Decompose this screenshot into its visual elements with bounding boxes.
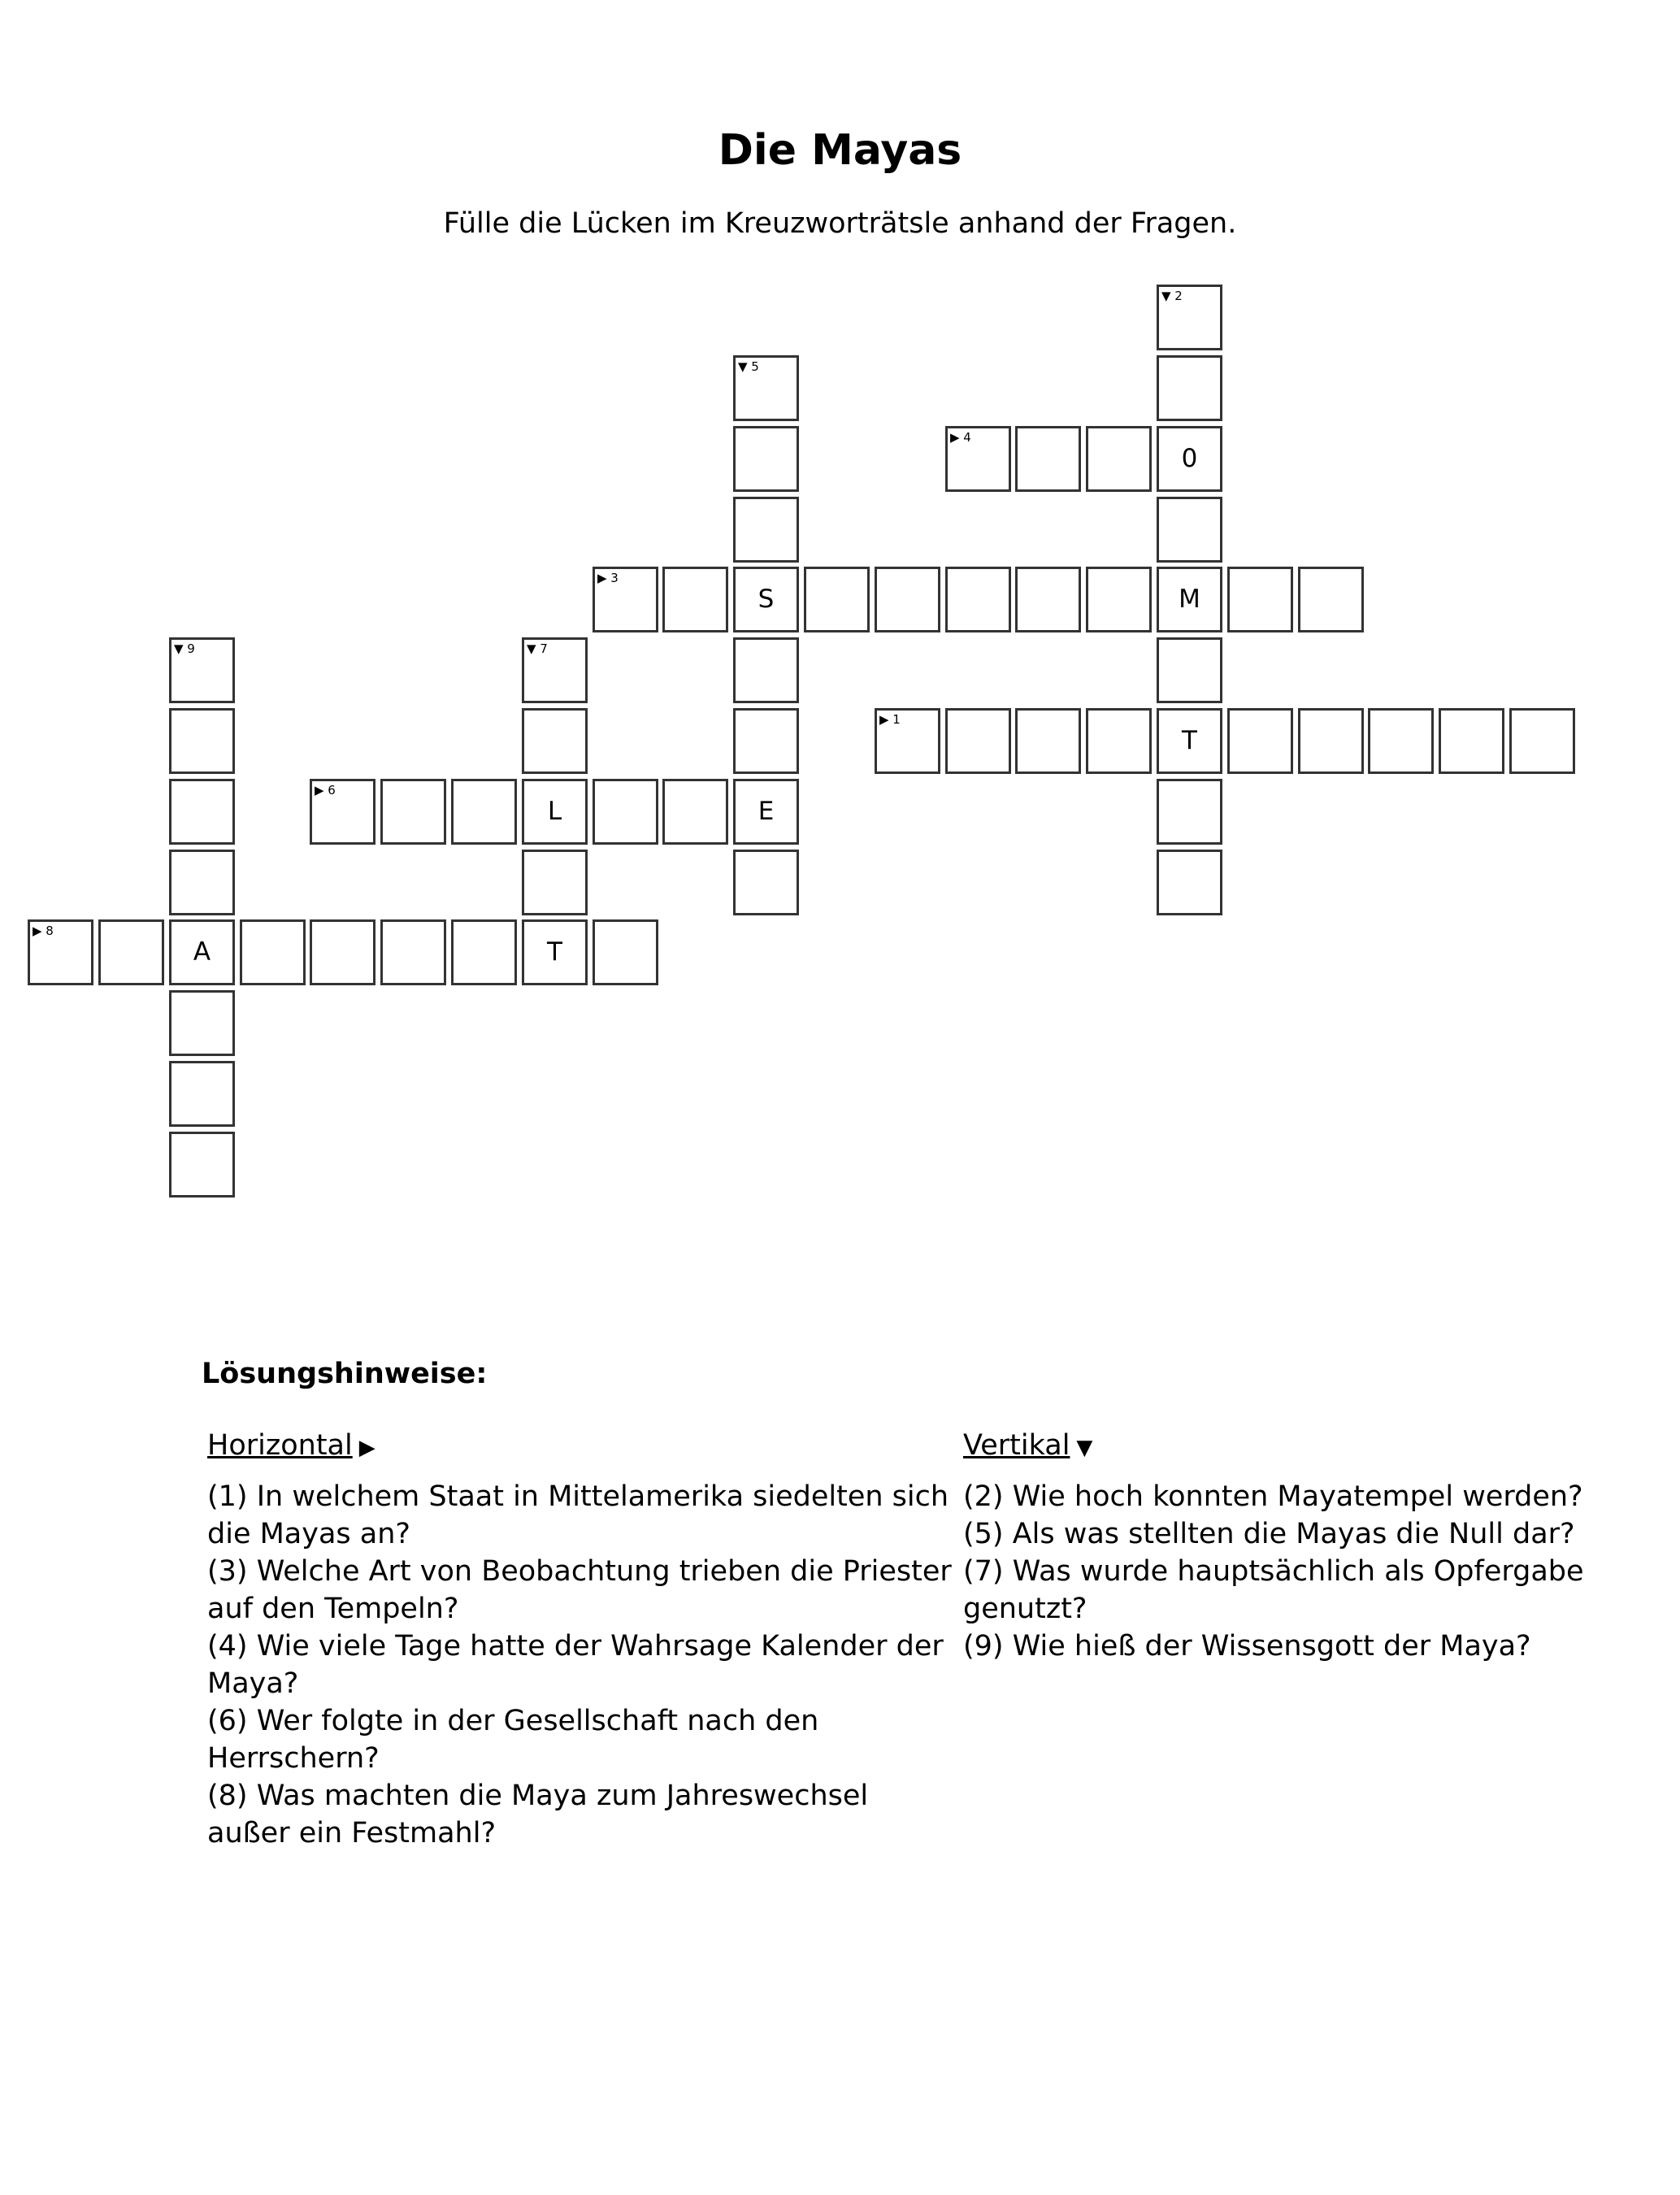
- crossword-cell[interactable]: [1368, 708, 1434, 774]
- crossword-cell[interactable]: [593, 919, 658, 985]
- crossword-cell-given-letter[interactable]: M: [1157, 567, 1222, 632]
- crossword-cell[interactable]: [169, 1061, 235, 1127]
- crossword-cell[interactable]: [451, 779, 517, 845]
- crossword-cell[interactable]: [1439, 708, 1504, 774]
- crossword-cell[interactable]: [169, 1132, 235, 1197]
- vertical-label: Vertikal: [963, 1429, 1070, 1462]
- crossword-cell[interactable]: [593, 779, 658, 845]
- clue-across-4: (4) Wie viele Tage hatte der Wahrsage Kalender der Maya?: [207, 1630, 944, 1700]
- crossword-cell[interactable]: [733, 637, 799, 703]
- crossword-cell[interactable]: [240, 919, 306, 985]
- crossword-cell[interactable]: [662, 567, 728, 632]
- crossword-cell[interactable]: [98, 919, 164, 985]
- crossword-cell[interactable]: [733, 426, 799, 492]
- hints-heading: Lösungshinweise:: [202, 1358, 488, 1390]
- clue-across-1: (1) In welchem Staat in Mittelamerika siedelten sich die Mayas an?: [207, 1480, 949, 1550]
- clue-number-3: ▶ 3: [597, 571, 619, 585]
- crossword-cell-given-letter[interactable]: T: [1157, 708, 1222, 774]
- crossword-cell[interactable]: [169, 850, 235, 915]
- clue-cell-6: [310, 779, 376, 845]
- clue-cell-5: [733, 355, 799, 421]
- crossword-cell-given-letter[interactable]: E: [733, 779, 799, 845]
- clue-down-2: (2) Wie hoch konnten Mayatempel werden?: [963, 1480, 1583, 1513]
- crossword-cell[interactable]: [1157, 355, 1222, 421]
- crossword-cell[interactable]: [733, 497, 799, 563]
- crossword-cell[interactable]: [451, 919, 517, 985]
- crossword-cell[interactable]: [1157, 497, 1222, 563]
- crossword-cell[interactable]: [1157, 850, 1222, 915]
- clue-across-8: (8) Was machten die Maya zum Jahreswechsel außer ein Festmahl?: [207, 1780, 869, 1849]
- crossword-cell[interactable]: [1015, 567, 1081, 632]
- crossword-cell[interactable]: [1157, 637, 1222, 703]
- clue-number-2: ▼ 2: [1161, 289, 1183, 303]
- crossword-cell[interactable]: [1509, 708, 1575, 774]
- arrow-down-icon: ▼: [1076, 1436, 1093, 1460]
- clue-down-9: (9) Wie hieß der Wissensgott der Maya?: [963, 1630, 1531, 1663]
- crossword-cell-given-letter[interactable]: T: [522, 919, 588, 985]
- crossword-cell[interactable]: [733, 850, 799, 915]
- crossword-cell[interactable]: [875, 567, 940, 632]
- clue-across-3: (3) Welche Art von Beobachtung trieben die Priester auf den Tempeln?: [207, 1555, 952, 1625]
- crossword-cell[interactable]: [1298, 567, 1364, 632]
- clue-cell-7: [522, 637, 588, 703]
- crossword-cell-given-letter[interactable]: 0: [1157, 426, 1222, 492]
- vertical-heading: [963, 1427, 1613, 1467]
- crossword-cell[interactable]: [945, 708, 1011, 774]
- crossword-cell[interactable]: [945, 567, 1011, 632]
- crossword-cell[interactable]: [1015, 426, 1081, 492]
- clue-cell-3: [593, 567, 658, 632]
- horizontal-heading: [207, 1427, 955, 1467]
- clue-cell-8: [28, 919, 93, 985]
- crossword-cell[interactable]: [1157, 779, 1222, 845]
- crossword-cell[interactable]: [1086, 708, 1152, 774]
- crossword-cell[interactable]: [1227, 567, 1293, 632]
- arrow-right-icon: ▶: [358, 1436, 376, 1460]
- clue-down-7: (7) Was wurde hauptsächlich als Opfergabe genutzt?: [963, 1555, 1584, 1625]
- crossword-cell[interactable]: [380, 779, 446, 845]
- clue-down-5: (5) Als was stellten die Mayas die Null dar?: [963, 1518, 1575, 1550]
- crossword-cell[interactable]: [380, 919, 446, 985]
- crossword-cell[interactable]: [1227, 708, 1293, 774]
- clue-cell-4: [945, 426, 1011, 492]
- crossword-cell[interactable]: [169, 990, 235, 1056]
- crossword-cell[interactable]: [310, 919, 376, 985]
- clue-number-8: ▶ 8: [33, 924, 54, 938]
- vertical-clues: [963, 1427, 1613, 1665]
- crossword-cell[interactable]: [662, 779, 728, 845]
- clue-cell-9: [169, 637, 235, 703]
- crossword-cell-given-letter[interactable]: S: [733, 567, 799, 632]
- crossword-cell[interactable]: [1015, 708, 1081, 774]
- crossword-cell[interactable]: [1086, 567, 1152, 632]
- clue-number-4: ▶ 4: [950, 430, 971, 445]
- clue-number-5: ▼ 5: [738, 359, 759, 374]
- clue-cell-1: [875, 708, 940, 774]
- crossword-cell[interactable]: [1086, 426, 1152, 492]
- crossword-cell[interactable]: [804, 567, 870, 632]
- instructions: Fülle die Lücken im Kreuzworträtsle anhand der Fragen.: [443, 207, 1237, 240]
- horizontal-label: Horizontal: [207, 1429, 353, 1462]
- crossword-cell[interactable]: [169, 779, 235, 845]
- clue-number-6: ▶ 6: [315, 783, 336, 798]
- page-title: Die Mayas: [718, 126, 962, 175]
- clue-number-9: ▼ 9: [174, 641, 195, 656]
- clue-number-1: ▶ 1: [879, 712, 901, 727]
- crossword-cell[interactable]: [169, 708, 235, 774]
- crossword-cell[interactable]: [1298, 708, 1364, 774]
- crossword-cell[interactable]: [522, 708, 588, 774]
- crossword-cell[interactable]: [733, 708, 799, 774]
- crossword-cell[interactable]: [522, 850, 588, 915]
- clue-number-7: ▼ 7: [527, 641, 548, 656]
- clue-across-6: (6) Wer folgte in der Gesellschaft nach den Herrschern?: [207, 1705, 819, 1775]
- clue-cell-2: [1157, 285, 1222, 350]
- horizontal-clues: [207, 1427, 955, 1852]
- crossword-cell-given-letter[interactable]: A: [169, 919, 235, 985]
- crossword-cell-given-letter[interactable]: L: [522, 779, 588, 845]
